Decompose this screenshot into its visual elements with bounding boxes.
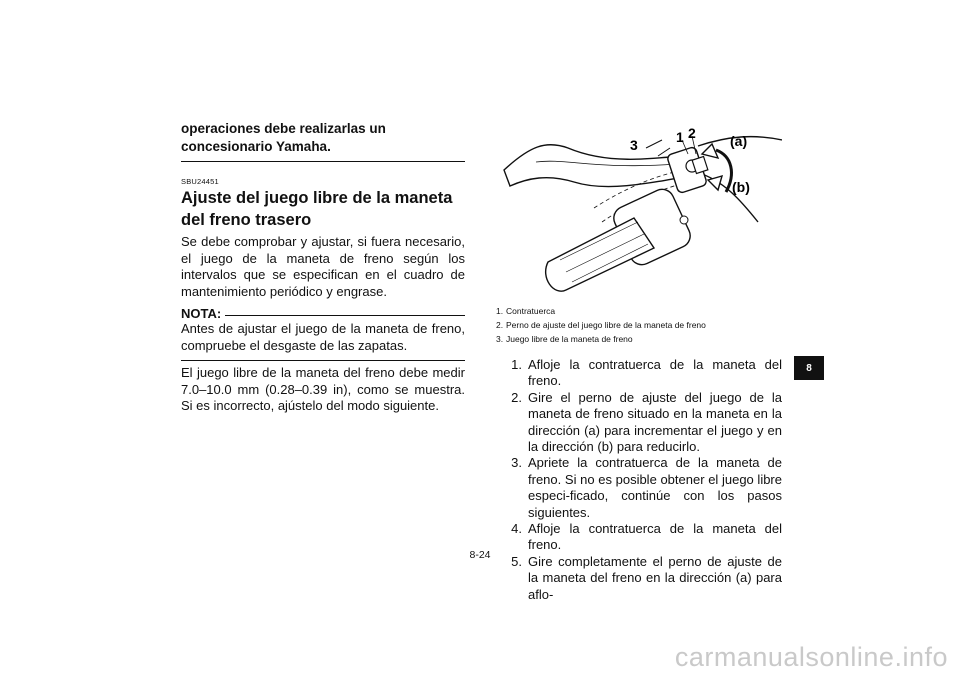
note-header [181,306,465,321]
callout-3: 3 [630,137,638,153]
caption-item: 2. Perno de ajuste del juego libre de la maneta de freno [496,320,706,330]
brake-lever-illustration [496,110,782,300]
intro-paragraph: Se debe comprobar y ajustar, si fuera necesario, el juego de la maneta de freno según los intervalos que se especifican en el cuadro de mantenimiento periódico y engrase. [181,234,465,299]
step-item: 3. Apriete la contratuerca de la maneta de freno. Si no es posible obtener el juego libre especi-ficado, continúe con los pasos siguientes. [511,455,782,520]
note-rule [225,315,465,316]
note-text: Antes de ajustar el juego de la maneta de freno, compruebe el desgaste de las zapatas. [181,321,465,353]
step-item: 1. Afloje la contratuerca de la maneta del freno. [511,357,782,389]
continued-warning-text: operaciones debe realizarlas un concesionario Yamaha. [181,121,386,154]
callout-b: (b) [732,179,750,195]
chapter-tab: 8 [794,356,824,380]
step-item: 4. Afloje la contratuerca de la maneta del freno. [511,521,782,553]
watermark: carmanualsonline.info [674,642,948,672]
procedure-steps [496,357,782,603]
caption-item: 3. Juego libre de la maneta de freno [496,334,633,344]
figure-captions [496,304,782,346]
callout-1: 1 [676,129,684,145]
note-label: NOTA: [181,306,222,321]
section-title: Ajuste del juego libre de la maneta del freno trasero [181,189,453,229]
section-divider [181,161,465,162]
step-item: 5. Gire completamente el perno de ajuste de la maneta del freno en la dirección (a) para aflo- [511,553,782,602]
section-code: SBU24451 [181,177,219,186]
body-paragraph: El juego libre de la maneta del freno debe medir 7.0–10.0 mm (0.28–0.39 in), como se muestra. Si es incorrecto, ajústelo del modo siguiente. [181,365,465,413]
callout-a: (a) [730,133,748,149]
caption-item: 1. Contratuerca [496,306,556,316]
callout-2: 2 [688,125,696,141]
note-end-rule [181,360,465,361]
page-number: 8-24 [469,549,491,561]
right-column [496,110,782,603]
left-column [181,118,465,415]
step-item: 2. Gire el perno de ajuste del juego de la maneta de freno situado en la maneta en la dirección (a) para incrementar el juego y en la dirección (b) para reducirlo. [511,389,782,455]
